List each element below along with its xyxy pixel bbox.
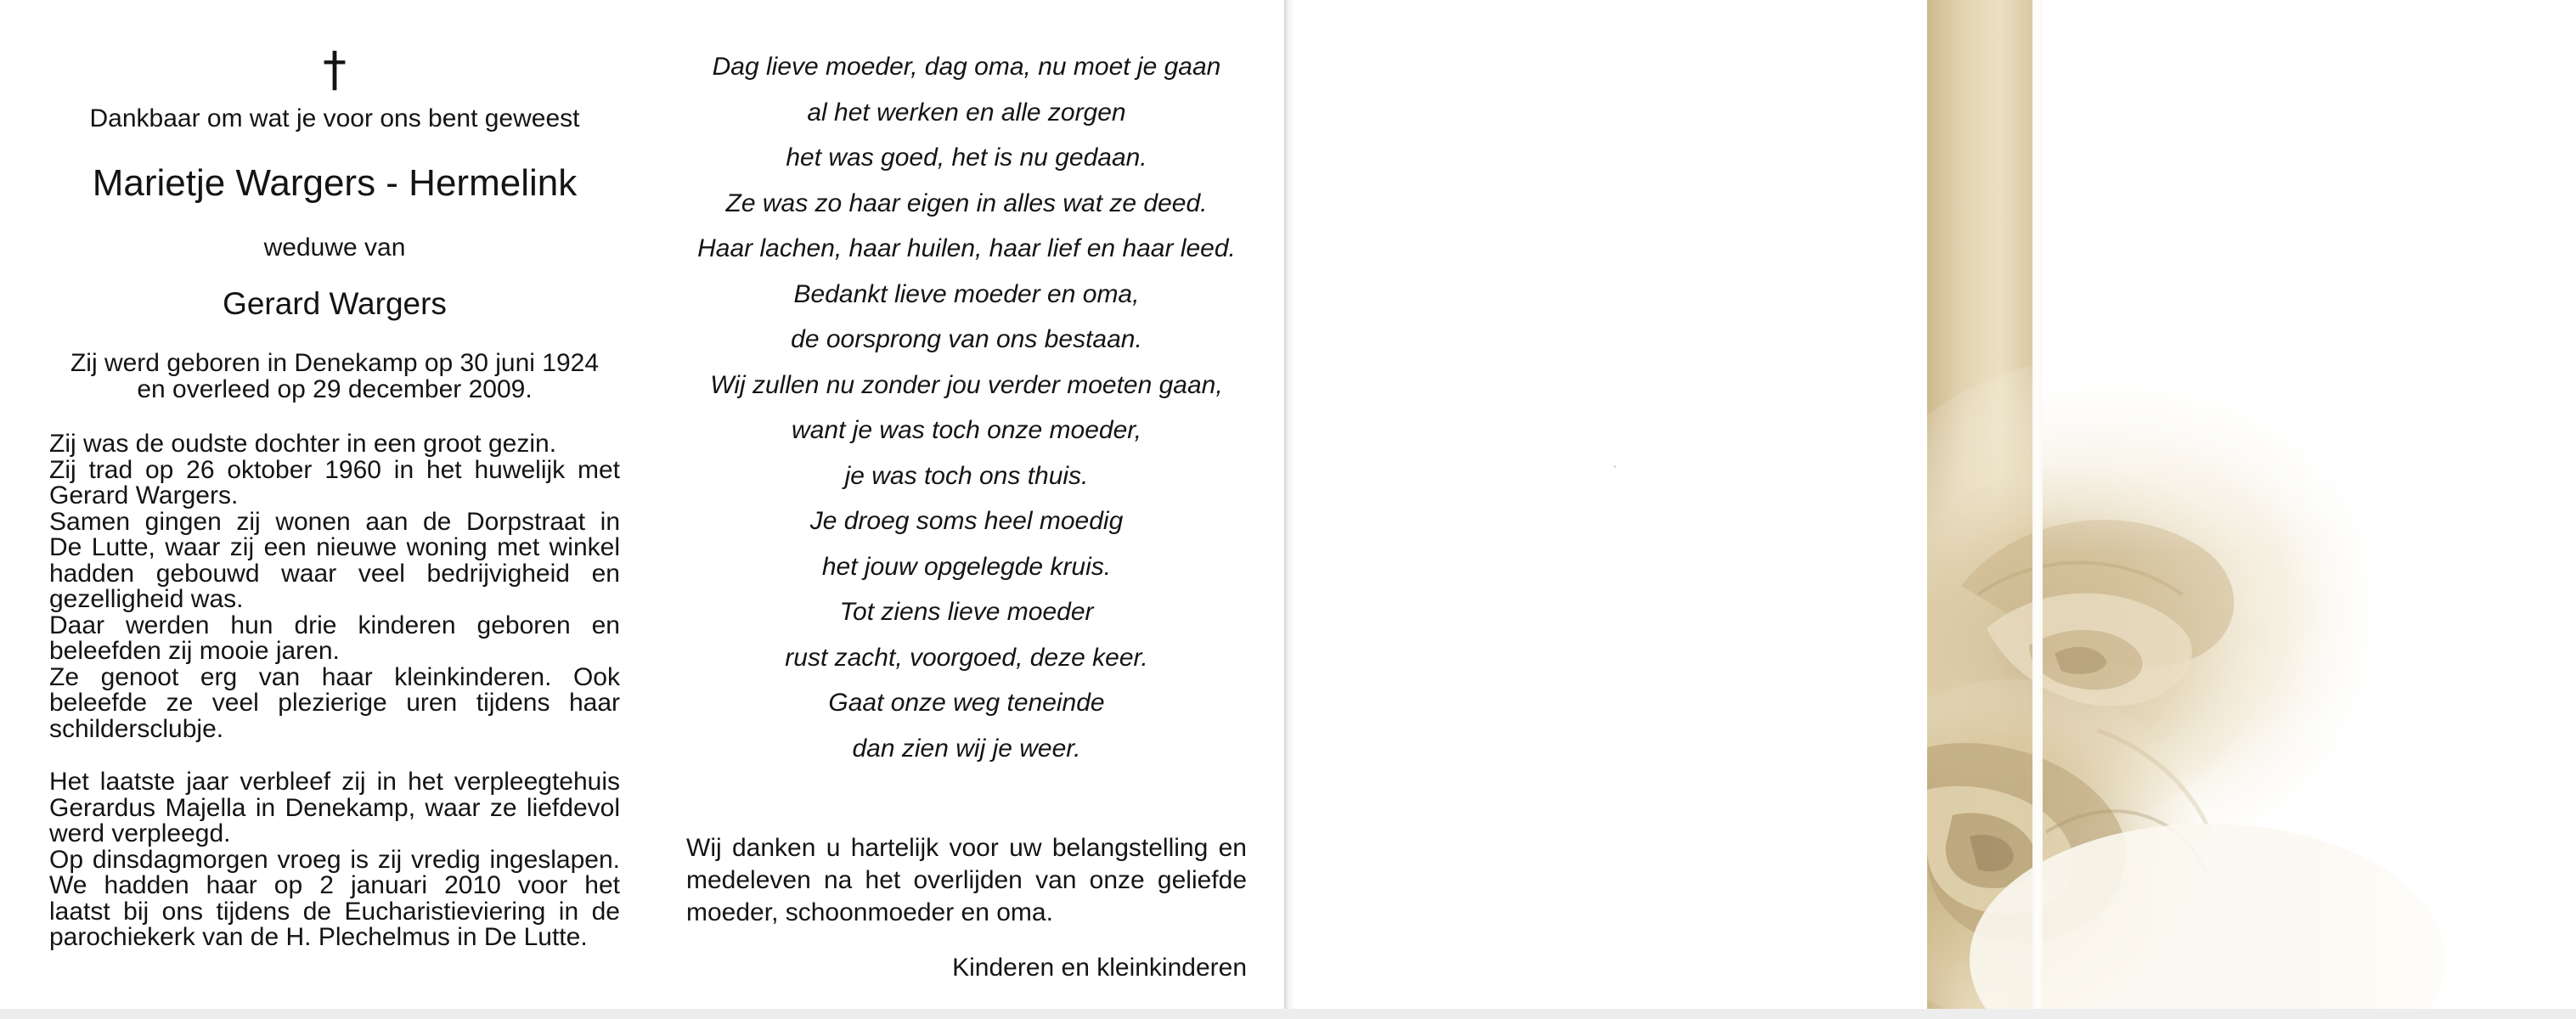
poem-line: Dag lieve moeder, dag oma, nu moet je gaan bbox=[712, 53, 1221, 81]
poem-line: het jouw opgelegde kruis. bbox=[821, 552, 1112, 581]
cross-icon: † bbox=[323, 42, 347, 98]
poem-line: Bedankt lieve moeder en oma, bbox=[793, 279, 1140, 308]
text-line: Op dinsdagmorgen vroeg is zij vredig ingeslapen. bbox=[49, 847, 620, 873]
signature: Kinderen en kleinkinderen bbox=[952, 954, 1247, 982]
life-story-paragraph-2 bbox=[49, 769, 620, 951]
text-line: medeleven na het overlijden van onze geliefde bbox=[686, 866, 1247, 894]
poem-line: Wij zullen nu zonder jou verder moeten gaan, bbox=[710, 370, 1223, 399]
poem-column bbox=[686, 44, 1247, 985]
text-line: Zij trad op 26 oktober 1960 in het huwelijk met bbox=[49, 457, 620, 483]
text-line: Gerardus Majella in Denekamp, waar ze liefdevol bbox=[49, 795, 620, 821]
text-line: We hadden haar op 2 januari 2010 voor het bbox=[49, 873, 620, 899]
poem-line: Ze was zo haar eigen in alles wat ze deed. bbox=[725, 189, 1208, 217]
cover-page bbox=[1293, 0, 2576, 1009]
text-line: laatst bij ons tijdens de Eucharistieviering in de bbox=[49, 898, 620, 925]
poem-line: al het werken en alle zorgen bbox=[807, 98, 1126, 127]
text-line: hadden gebouwd waar veel bedrijvigheid en bbox=[49, 560, 620, 587]
relation-label: weduwe van bbox=[263, 234, 406, 262]
text-line: beleefde ze veel plezierige uren tijdens haar bbox=[49, 690, 620, 717]
biography-column bbox=[49, 41, 620, 951]
text-line: Wij danken u hartelijk voor uw belangstelling en bbox=[686, 834, 1247, 862]
deceased-name: Marietje Wargers - Hermelink bbox=[92, 162, 578, 204]
white-divider-stripe bbox=[2032, 0, 2043, 1009]
text-line: moeder, schoonmoeder en oma. bbox=[686, 898, 1053, 926]
poem-line: Haar lachen, haar huilen, haar lief en haar leed. bbox=[697, 234, 1236, 262]
text-line: Het laatste jaar verbleef zij in het verpleegtehuis bbox=[49, 769, 620, 796]
text-line: gezelligheid was. bbox=[49, 587, 244, 613]
poem bbox=[686, 44, 1247, 771]
inside-page bbox=[0, 0, 1284, 1009]
poem-line: Gaat onze weg teneinde bbox=[828, 689, 1105, 717]
fold-line bbox=[1284, 0, 1293, 1009]
text-line: Samen gingen zij wonen aan de Dorpstraat in bbox=[49, 509, 620, 535]
death-line: en overleed op 29 december 2009. bbox=[137, 375, 533, 403]
text-line: Ze genoot erg van haar kleinkinderen. Ook bbox=[49, 664, 620, 690]
text-line: Daar werden hun drie kinderen geboren en bbox=[49, 612, 620, 639]
poem-line: Tot ziens lieve moeder bbox=[839, 598, 1094, 626]
poem-line: je was toch ons thuis. bbox=[844, 461, 1089, 490]
poem-line: het was goed, het is nu gedaan. bbox=[786, 144, 1147, 172]
spouse-name: Gerard Wargers bbox=[223, 286, 447, 321]
birth-line: Zij werd geboren in Denekamp op 30 juni 1924 bbox=[70, 349, 600, 377]
rose-image bbox=[1927, 0, 2576, 1009]
text-line: Gerard Wargers. bbox=[49, 483, 239, 510]
text-line: parochiekerk van de H. Plechelmus in De Lutte. bbox=[49, 925, 588, 951]
poem-line: rust zacht, voorgoed, deze keer. bbox=[785, 643, 1148, 672]
intro-line: Dankbaar om wat je voor ons bent geweest bbox=[89, 104, 580, 132]
paper-speck bbox=[1614, 465, 1616, 468]
text-line: werd verpleegd. bbox=[49, 821, 231, 847]
text-line: De Lutte, waar zij een nieuwe woning met winkel bbox=[49, 535, 620, 561]
text-line: schildersclubje. bbox=[49, 716, 224, 742]
text-line: Zij was de oudste dochter in een groot gezin. bbox=[49, 431, 557, 458]
poem-line: de oorsprong van ons bestaan. bbox=[791, 325, 1142, 353]
poem-line: Je droeg soms heel moedig bbox=[809, 507, 1124, 535]
poem-line: want je was toch onze moeder, bbox=[792, 416, 1141, 444]
life-story-paragraph-1 bbox=[49, 431, 620, 742]
thank-you-note bbox=[686, 832, 1247, 929]
text-line: beleefden zij mooie jaren. bbox=[49, 639, 340, 665]
birth-death-statement bbox=[49, 350, 620, 403]
poem-line: dan zien wij je weer. bbox=[852, 734, 1081, 763]
